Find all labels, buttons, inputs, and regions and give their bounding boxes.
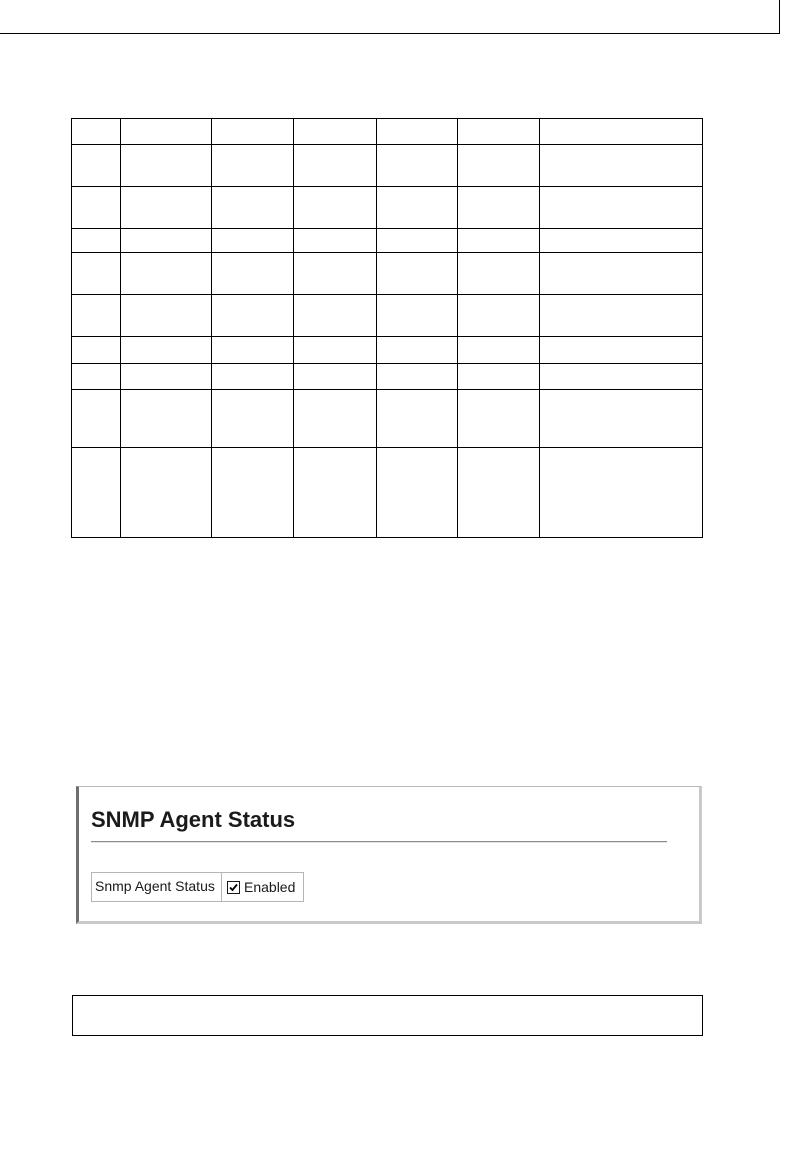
table-cell <box>212 447 294 537</box>
table-cell <box>540 119 703 145</box>
table-cell <box>458 447 540 537</box>
table-cell <box>294 389 377 447</box>
table-cell <box>458 253 540 295</box>
table-cell <box>458 119 540 145</box>
table-cell <box>121 253 212 295</box>
table-cell <box>294 229 377 253</box>
table-row <box>72 187 703 229</box>
table-cell <box>121 363 212 389</box>
table-cell <box>72 145 121 187</box>
table-cell <box>72 229 121 253</box>
table-cell <box>121 119 212 145</box>
table-cell <box>294 187 377 229</box>
enabled-checkbox-label: Enabled <box>244 879 296 895</box>
table-row <box>72 389 703 447</box>
table-row <box>72 363 703 389</box>
table-row <box>72 447 703 537</box>
table-cell <box>377 187 458 229</box>
table-cell <box>212 229 294 253</box>
table-cell <box>72 187 121 229</box>
enabled-checkbox-field[interactable] <box>222 873 303 901</box>
table-cell <box>72 389 121 447</box>
empty-note-box <box>72 995 703 1036</box>
table-cell <box>121 389 212 447</box>
snmp-agent-status-row <box>91 872 304 902</box>
table-cell <box>212 145 294 187</box>
table-row <box>72 337 703 363</box>
table-cell <box>212 337 294 363</box>
table-cell <box>72 447 121 537</box>
table-cell <box>212 253 294 295</box>
table-cell <box>458 229 540 253</box>
table-cell <box>458 145 540 187</box>
page-title: SNMP Agent Status <box>91 807 296 832</box>
title-divider <box>91 841 667 843</box>
table-cell <box>540 447 703 537</box>
table-cell <box>121 145 212 187</box>
table-cell <box>72 337 121 363</box>
table-row <box>72 119 703 145</box>
table-cell <box>72 363 121 389</box>
table-cell <box>540 363 703 389</box>
table-cell <box>458 337 540 363</box>
table-cell <box>212 389 294 447</box>
table-cell <box>212 187 294 229</box>
table-cell <box>377 229 458 253</box>
table-cell <box>377 363 458 389</box>
table-cell <box>540 145 703 187</box>
table-cell <box>377 295 458 337</box>
table-cell <box>212 295 294 337</box>
table-cell <box>121 187 212 229</box>
table-cell <box>458 363 540 389</box>
table-cell <box>294 295 377 337</box>
table-cell <box>212 363 294 389</box>
table-cell <box>540 389 703 447</box>
ruled-table <box>71 118 703 538</box>
table-cell <box>540 253 703 295</box>
table-cell <box>540 295 703 337</box>
table-cell <box>72 295 121 337</box>
table-cell <box>377 337 458 363</box>
table-cell <box>377 447 458 537</box>
crop-mark-horizontal <box>0 33 780 34</box>
table-cell <box>458 389 540 447</box>
table-cell <box>212 119 294 145</box>
table-row <box>72 253 703 295</box>
table-cell <box>540 229 703 253</box>
enabled-checkbox[interactable] <box>227 881 240 894</box>
table-cell <box>121 295 212 337</box>
table-row <box>72 295 703 337</box>
table-cell <box>294 119 377 145</box>
table-row <box>72 229 703 253</box>
table-cell <box>121 337 212 363</box>
table-cell <box>294 145 377 187</box>
table-cell <box>377 253 458 295</box>
table-cell <box>377 389 458 447</box>
table-cell <box>294 363 377 389</box>
table-cell <box>294 253 377 295</box>
checkmark-icon <box>229 883 238 892</box>
snmp-agent-status-label: Snmp Agent Status <box>92 873 222 901</box>
table-cell <box>377 119 458 145</box>
table-cell <box>121 447 212 537</box>
table-cell <box>294 447 377 537</box>
table-cell <box>458 187 540 229</box>
table-cell <box>540 337 703 363</box>
table-cell <box>121 229 212 253</box>
table-cell <box>540 187 703 229</box>
table-cell <box>377 145 458 187</box>
table-cell <box>72 119 121 145</box>
table-cell <box>72 253 121 295</box>
crop-mark-vertical <box>779 0 780 34</box>
snmp-agent-status-screenshot <box>76 786 702 924</box>
table-row <box>72 145 703 187</box>
table-cell <box>458 295 540 337</box>
table-cell <box>294 337 377 363</box>
